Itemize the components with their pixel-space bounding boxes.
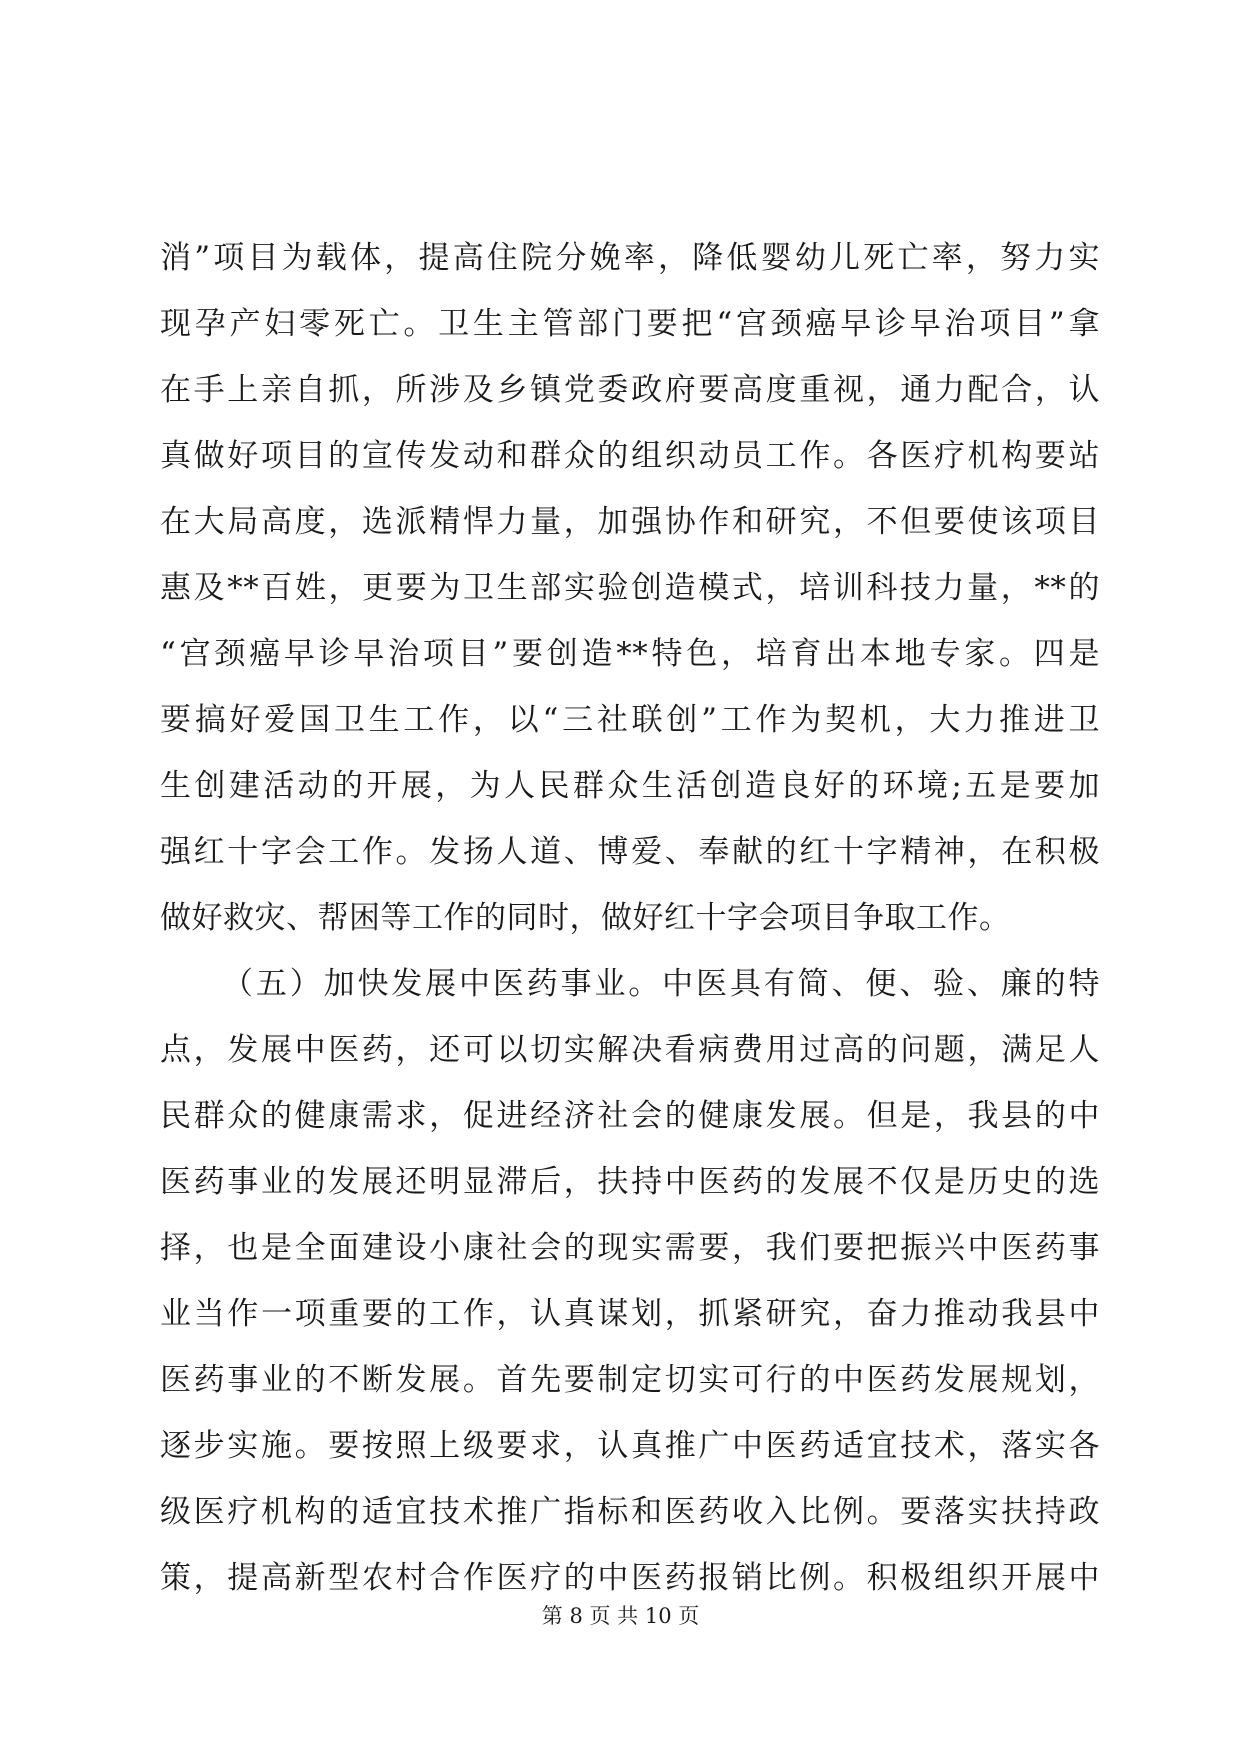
text-line: 医药事业的不断发展。首先要制定切实可行的中医药发展规划， [160, 1362, 1100, 1398]
text-line: 策，提高新型农村合作医疗的中医药报销比例。积极组织开展中 [160, 1560, 1100, 1596]
body-text [160, 225, 1100, 1611]
text-line: 民群众的健康需求，促进经济社会的健康发展。但是，我县的中 [160, 1098, 1100, 1134]
text-line: 点，发展中医药，还可以切实解决看病费用过高的问题，满足人 [160, 1032, 1100, 1068]
text-line: 要搞好爱国卫生工作，以“三社联创”工作为契机，大力推进卫 [160, 702, 1100, 738]
text-line: 生创建活动的开展，为人民群众生活创造良好的环境;五是要加 [160, 768, 1100, 804]
text-line: 级医疗机构的适宜技术推广指标和医药收入比例。要落实扶持政 [160, 1494, 1100, 1530]
text-line: 强红十字会工作。发扬人道、博爱、奉献的红十字精神，在积极 [160, 834, 1100, 870]
text-line: 消”项目为载体，提高住院分娩率，降低婴幼儿死亡率，努力实 [160, 240, 1100, 276]
text-line: 做好救灾、帮困等工作的同时，做好红十字会项目争取工作。 [160, 900, 1011, 936]
text-line: 业当作一项重要的工作，认真谋划，抓紧研究，奋力推动我县中 [160, 1296, 1100, 1332]
text-line: 现孕产妇零死亡。卫生主管部门要把“宫颈癌早诊早治项目”拿 [160, 306, 1100, 342]
text-line: 在大局高度，选派精悍力量，加强协作和研究，不但要使该项目 [160, 504, 1100, 540]
text-line: “宫颈癌早诊早治项目”要创造**特色，培育出本地专家。四是 [160, 636, 1100, 672]
page-number: 第 8 页 共 10 页 [541, 1604, 700, 1628]
text-line: 医药事业的发展还明显滞后，扶持中医药的发展不仅是历史的选 [160, 1164, 1100, 1200]
text-line: 逐步实施。要按照上级要求，认真推广中医药适宜技术，落实各 [160, 1428, 1100, 1464]
text-line: 真做好项目的宣传发动和群众的组织动员工作。各医疗机构要站 [160, 438, 1100, 474]
text-line: 惠及**百姓，更要为卫生部实验创造模式，培训科技力量，**的 [160, 570, 1100, 606]
text-line: 择，也是全面建设小康社会的现实需要，我们要把振兴中医药事 [160, 1230, 1100, 1266]
text-line: 在手上亲自抓，所涉及乡镇党委政府要高度重视，通力配合，认 [160, 372, 1100, 408]
section-heading-line: （五）加快发展中医药事业。中医具有简、便、验、廉的特 [222, 966, 1100, 1002]
